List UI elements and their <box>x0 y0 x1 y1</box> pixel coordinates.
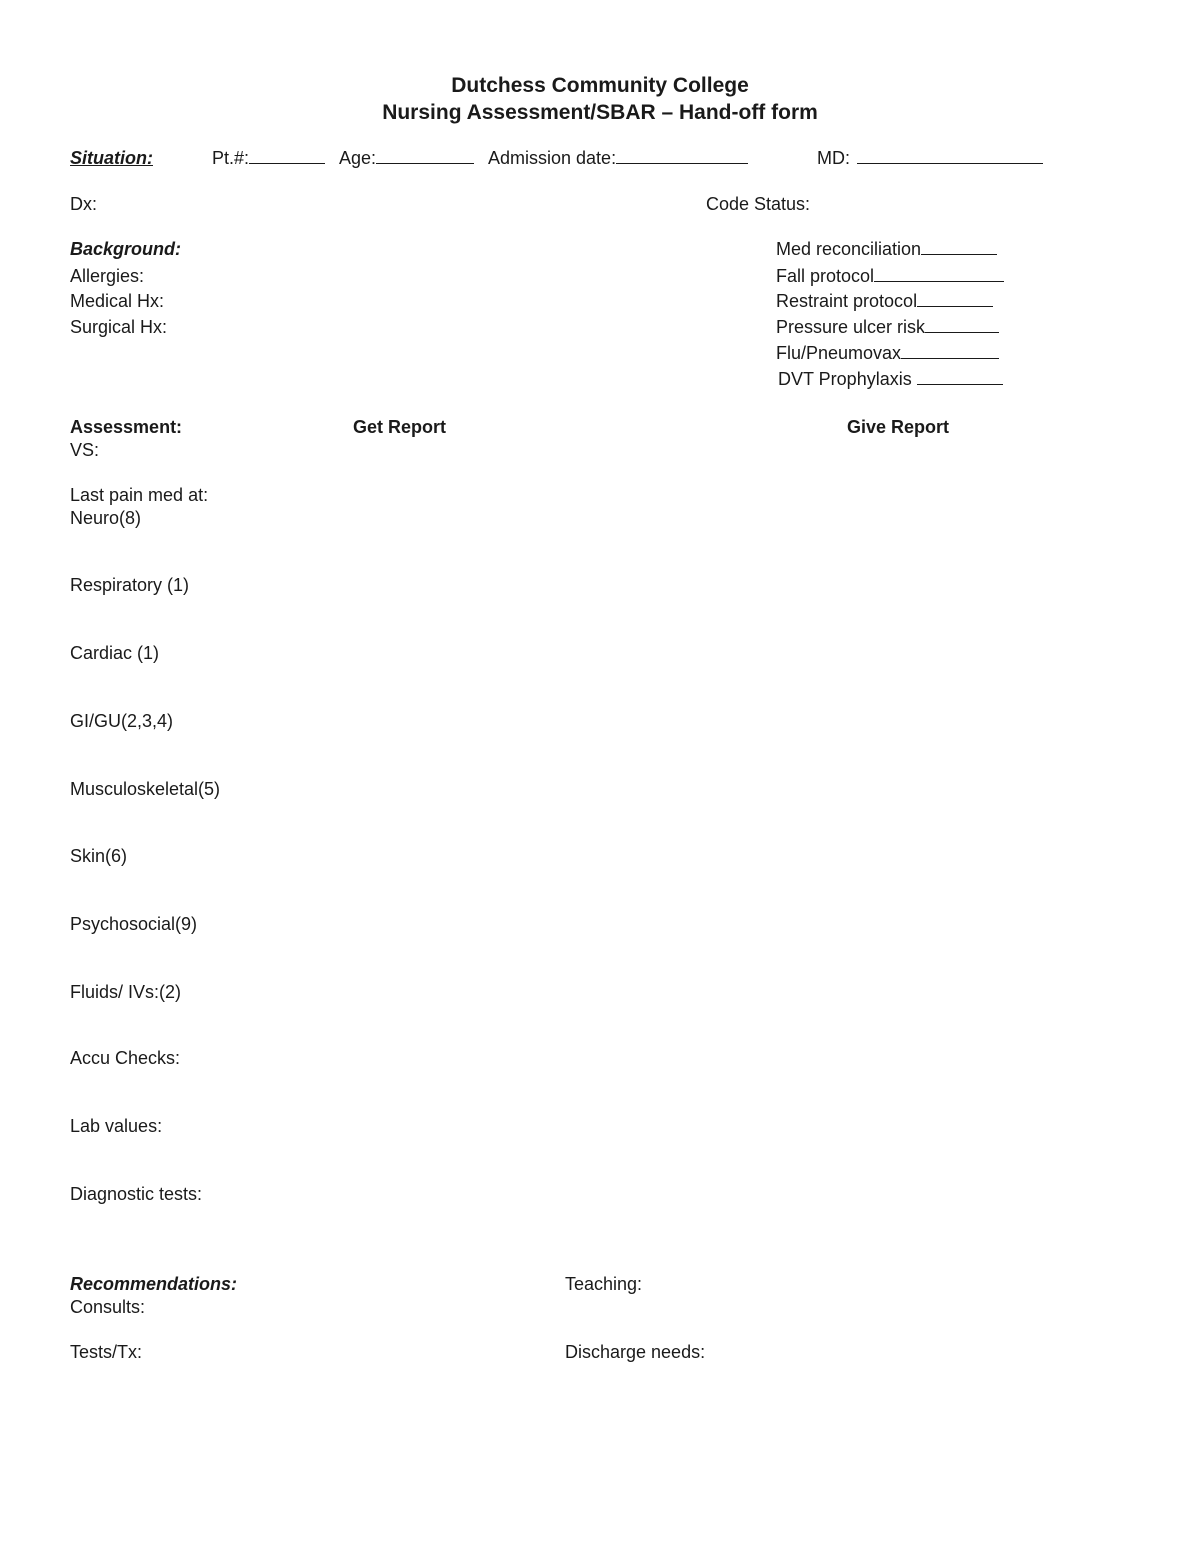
form-title: Nursing Assessment/SBAR – Hand-off form <box>382 101 818 124</box>
md-field[interactable] <box>817 149 1043 167</box>
cardiac-label: Cardiac (1) <box>70 643 160 663</box>
admission-date-label: Admission date: <box>488 148 617 168</box>
pt-number-blank[interactable] <box>249 149 325 164</box>
md-blank[interactable] <box>857 149 1043 164</box>
med-reconciliation-label: Med reconciliation <box>776 239 922 259</box>
tests-tx-label: Tests/Tx: <box>70 1342 143 1362</box>
background-heading: Background: <box>70 239 182 259</box>
admission-date-field[interactable] <box>488 149 748 167</box>
age-blank[interactable] <box>376 149 474 164</box>
medical-hx-label: Medical Hx: <box>70 291 165 311</box>
institution-name: Dutchess Community College <box>451 74 749 97</box>
pressure-ulcer-risk-label: Pressure ulcer risk <box>776 317 926 337</box>
dvt-prophylaxis-item[interactable] <box>778 370 1003 388</box>
psychosocial-label: Psychosocial(9) <box>70 914 198 934</box>
age-field[interactable] <box>339 149 474 167</box>
flu-pneumovax-item[interactable] <box>776 344 999 362</box>
consults-label: Consults: <box>70 1297 146 1317</box>
gi-gu-label: GI/GU(2,3,4) <box>70 711 174 731</box>
dvt-prophylaxis-label: DVT Prophylaxis <box>778 369 917 389</box>
med-reconciliation-item[interactable] <box>776 240 997 258</box>
diagnostic-tests-label: Diagnostic tests: <box>70 1184 203 1204</box>
teaching-label: Teaching: <box>565 1274 643 1294</box>
restraint-protocol-blank[interactable] <box>917 292 993 307</box>
dx-label: Dx: <box>70 194 97 214</box>
fluids-ivs-label: Fluids/ IVs:(2) <box>70 982 182 1002</box>
flu-pneumovax-label: Flu/Pneumovax <box>776 343 902 363</box>
dvt-prophylaxis-blank[interactable] <box>917 370 1003 385</box>
restraint-protocol-label: Restraint protocol <box>776 291 918 311</box>
lab-values-label: Lab values: <box>70 1116 163 1136</box>
fall-protocol-item[interactable] <box>776 267 1004 285</box>
fall-protocol-label: Fall protocol <box>776 266 875 286</box>
assessment-heading: Assessment: <box>70 417 183 437</box>
fall-protocol-blank[interactable] <box>874 267 1004 282</box>
respiratory-label: Respiratory (1) <box>70 575 190 595</box>
admission-date-blank[interactable] <box>616 149 748 164</box>
pressure-ulcer-risk-item[interactable] <box>776 318 999 336</box>
surgical-hx-label: Surgical Hx: <box>70 317 168 337</box>
musculoskeletal-label: Musculoskeletal(5) <box>70 779 221 799</box>
pt-number-field[interactable] <box>212 149 325 167</box>
age-label: Age: <box>339 148 377 168</box>
allergies-label: Allergies: <box>70 266 145 286</box>
restraint-protocol-item[interactable] <box>776 292 993 310</box>
pt-number-label: Pt.#: <box>212 148 250 168</box>
discharge-needs-label: Discharge needs: <box>565 1342 706 1362</box>
code-status-label: Code Status: <box>706 194 811 214</box>
med-reconciliation-blank[interactable] <box>921 240 997 255</box>
get-report-heading: Get Report <box>353 417 447 437</box>
give-report-heading: Give Report <box>847 417 950 437</box>
md-label: MD: <box>817 148 850 168</box>
vs-label: VS: <box>70 440 100 460</box>
flu-pneumovax-blank[interactable] <box>901 344 999 359</box>
neuro-label: Neuro(8) <box>70 508 142 528</box>
accu-checks-label: Accu Checks: <box>70 1048 181 1068</box>
situation-heading: Situation: <box>70 148 153 168</box>
last-pain-med-label: Last pain med at: <box>70 485 209 505</box>
pressure-ulcer-risk-blank[interactable] <box>925 318 999 333</box>
recommendations-heading: Recommendations: <box>70 1274 238 1294</box>
skin-label: Skin(6) <box>70 846 128 866</box>
